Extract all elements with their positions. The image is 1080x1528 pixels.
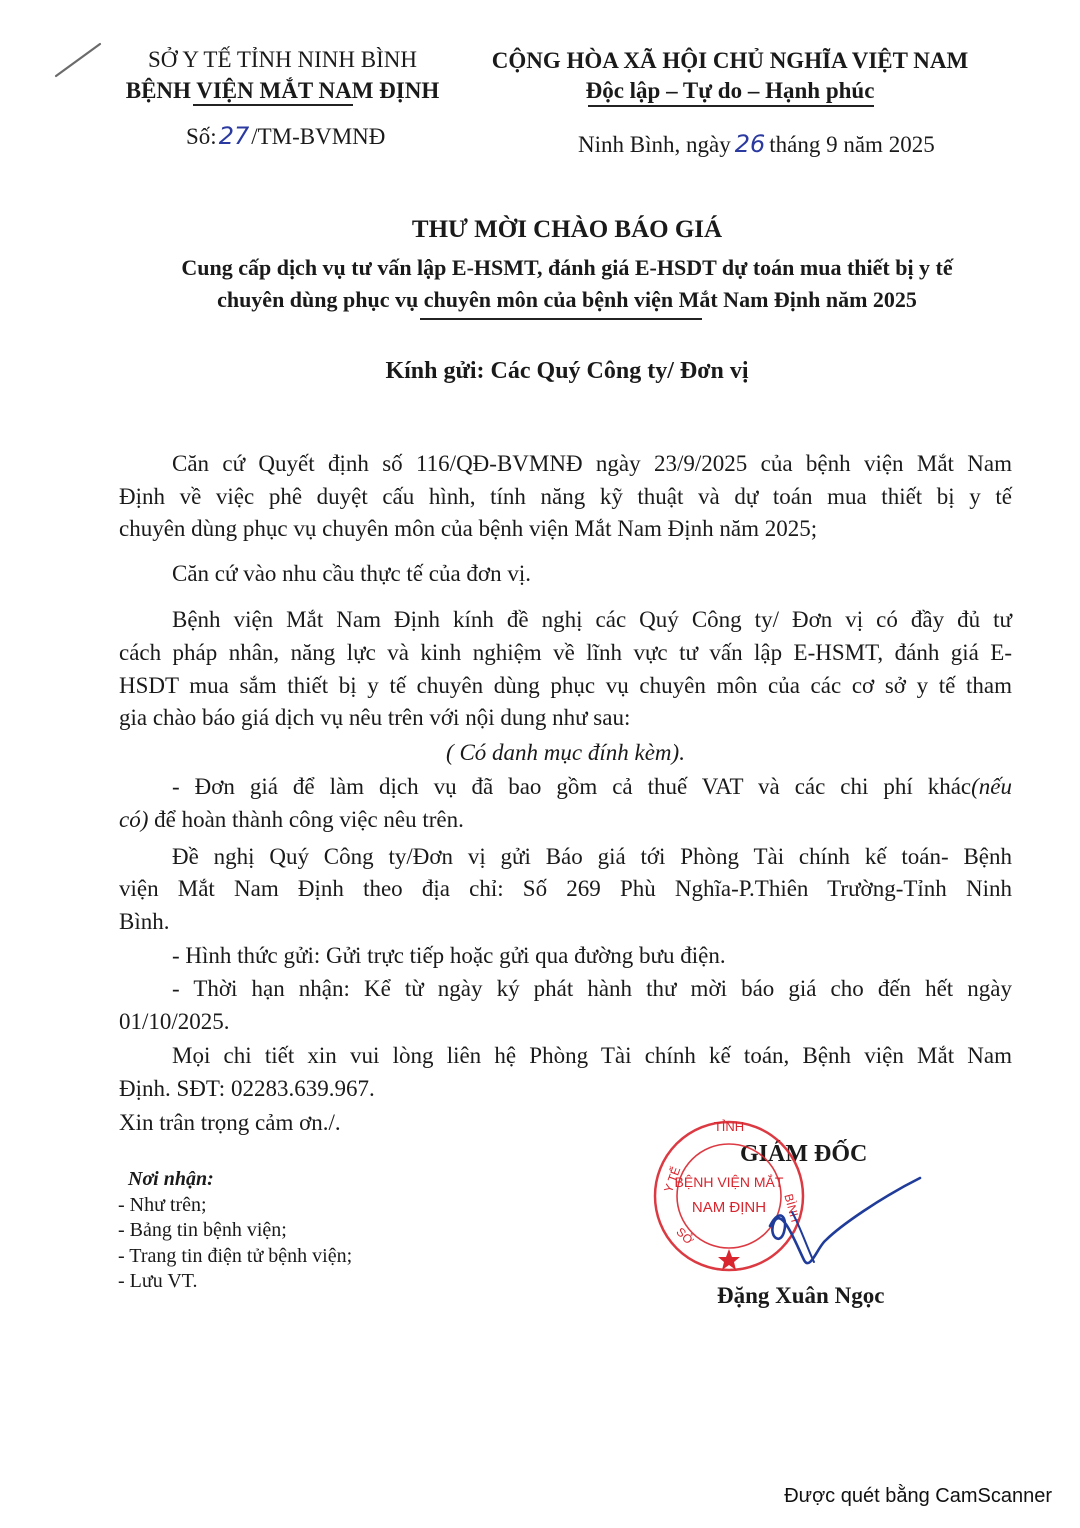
hospital-name: BỆNH VIỆN MẮT NAM ĐỊNH bbox=[125, 78, 440, 103]
scanner-watermark: Được quét bằng CamScanner bbox=[784, 1485, 1052, 1507]
country-name: CỘNG HÒA XÃ HỘI CHỦ NGHĨA VIỆT NAM bbox=[491, 48, 969, 73]
document-title: THƯ MỜI CHÀO BÁO GIÁ bbox=[411, 216, 723, 243]
para-deadline-l2: 01/10/2025. bbox=[119, 1008, 230, 1034]
svg-text:SỞ: SỞ bbox=[673, 1224, 697, 1248]
para-invitation-l4: gia chào báo giá dịch vụ nêu trên với nội dung như sau: bbox=[119, 705, 631, 731]
price-text-2-italic: có) bbox=[119, 806, 149, 832]
price-text-2: để hoàn thành công việc nêu trên. bbox=[148, 806, 464, 832]
issue-date bbox=[578, 130, 935, 158]
para-legal-basis-l3: chuyên dùng phục vụ chuyên môn của bệnh viện Mắt Nam Định năm 2025; bbox=[119, 516, 818, 542]
para-delivery-method: - Hình thức gửi: Gửi trực tiếp hoặc gửi qua đường bưu điện. bbox=[172, 943, 726, 969]
motto-underline bbox=[588, 105, 874, 107]
hospital-underline bbox=[193, 104, 353, 106]
svg-text:TỈNH: TỈNH bbox=[713, 1119, 745, 1134]
national-motto: Độc lập – Tự do – Hạnh phúc bbox=[585, 78, 875, 103]
attachment-note: ( Có danh mục đính kèm). bbox=[446, 739, 685, 765]
date-prefix: Ninh Bình, ngày bbox=[578, 132, 731, 157]
svg-text:BỆNH VIỆN MẮT: BỆNH VIỆN MẮT bbox=[674, 1174, 784, 1190]
para-invitation-l1: Bệnh viện Mắt Nam Định kính đề nghị các Quý Công ty/ Đơn vị có đầy đủ tư bbox=[172, 607, 1012, 633]
para-deadline-l1: - Thời hạn nhận: Kể từ ngày ký phát hành thư mời báo giá cho đến hết ngày bbox=[172, 975, 1012, 1001]
recipients-title: Nơi nhận: bbox=[128, 1168, 214, 1190]
para-contact-l2: Định. SĐT: 02283.639.967. bbox=[119, 1075, 375, 1101]
para-legal-basis-l2: Định về việc phê duyệt cấu hình, tính năng kỹ thuật và dự toán mua thiết bị y tế bbox=[119, 483, 1012, 509]
recipient-item: - Trang tin điện tử bệnh viện; bbox=[118, 1244, 353, 1267]
title-subtitle-line2: chuyên dùng phục vụ chuyên môn của bệnh viện Mắt Nam Định năm 2025 bbox=[217, 287, 917, 312]
doc-no-prefix: Số: bbox=[186, 124, 217, 149]
para-contact-l1: Mọi chi tiết xin vui lòng liên hệ Phòng Tài chính kế toán, Bệnh viện Mắt Nam bbox=[172, 1043, 1012, 1069]
svg-text:NAM ĐỊNH: NAM ĐỊNH bbox=[691, 1199, 767, 1216]
para-needs: Căn cứ vào nhu cầu thực tế của đơn vị. bbox=[172, 560, 531, 586]
doc-no-handwritten: 27 bbox=[218, 122, 250, 150]
signer-name: Đặng Xuân Ngọc bbox=[717, 1283, 885, 1308]
date-suffix: tháng 9 năm 2025 bbox=[769, 132, 935, 157]
title-underline bbox=[420, 318, 702, 320]
pen-mark bbox=[50, 38, 106, 82]
closing-thanks: Xin trân trọng cảm ơn./. bbox=[119, 1110, 341, 1136]
signature-role: GIÁM ĐỐC bbox=[740, 1141, 868, 1167]
date-handwritten: 26 bbox=[734, 130, 766, 158]
agency-name: SỞ Y TẾ TỈNH NINH BÌNH bbox=[148, 47, 417, 72]
price-text-1: - Đơn giá để làm dịch vụ đã bao gồm cả thuế VAT và các chi phí khác bbox=[172, 774, 972, 800]
price-line-1 bbox=[119, 771, 1012, 804]
para-address-l1: Đề nghị Quý Công ty/Đơn vị gửi Báo giá tới Phòng Tài chính kế toán- Bệnh bbox=[172, 843, 1012, 869]
para-address-l2: viện Mắt Nam Định theo địa chỉ: Số 269 Phù Nghĩa-P.Thiên Trường-Tỉnh Ninh bbox=[119, 876, 1012, 902]
body-text bbox=[119, 448, 1012, 1140]
price-line-2 bbox=[119, 804, 1012, 837]
title-subtitle-line1: Cung cấp dịch vụ tư vấn lập E-HSMT, đánh giá E-HSDT dự toán mua thiết bị y tế bbox=[181, 255, 953, 280]
para-legal-basis-l1: Căn cứ Quyết định số 116/QĐ-BVMNĐ ngày 23/9/2025 của bệnh viện Mắt Nam bbox=[172, 451, 1012, 476]
recipient-item: - Lưu VT. bbox=[118, 1270, 198, 1292]
document-number bbox=[186, 122, 385, 150]
para-address-l3: Bình. bbox=[119, 908, 170, 934]
greeting: Kính gửi: Các Quý Công ty/ Đơn vị bbox=[385, 358, 749, 384]
recipient-item: - Bảng tin bệnh viện; bbox=[118, 1219, 287, 1241]
para-invitation-l3: HSDT mua sắm thiết bị y tế chuyên dùng phục vụ chuyên môn của các cơ sở y tế tham bbox=[119, 672, 1012, 698]
handwritten-signature bbox=[730, 1166, 930, 1286]
svg-text:BÌNH: BÌNH bbox=[781, 1192, 803, 1224]
recipient-item: - Như trên; bbox=[118, 1193, 207, 1216]
doc-no-suffix: /TM-BVMNĐ bbox=[251, 124, 386, 149]
para-invitation-l2: cách pháp nhân, năng lực và kinh nghiệm về lĩnh vực tư vấn lập E-HSMT, đánh giá E- bbox=[119, 639, 1012, 665]
svg-text:Y TẾ: Y TẾ bbox=[661, 1164, 684, 1195]
price-text-1-italic: (nếu bbox=[971, 774, 1012, 800]
recipients-block bbox=[118, 1167, 352, 1295]
